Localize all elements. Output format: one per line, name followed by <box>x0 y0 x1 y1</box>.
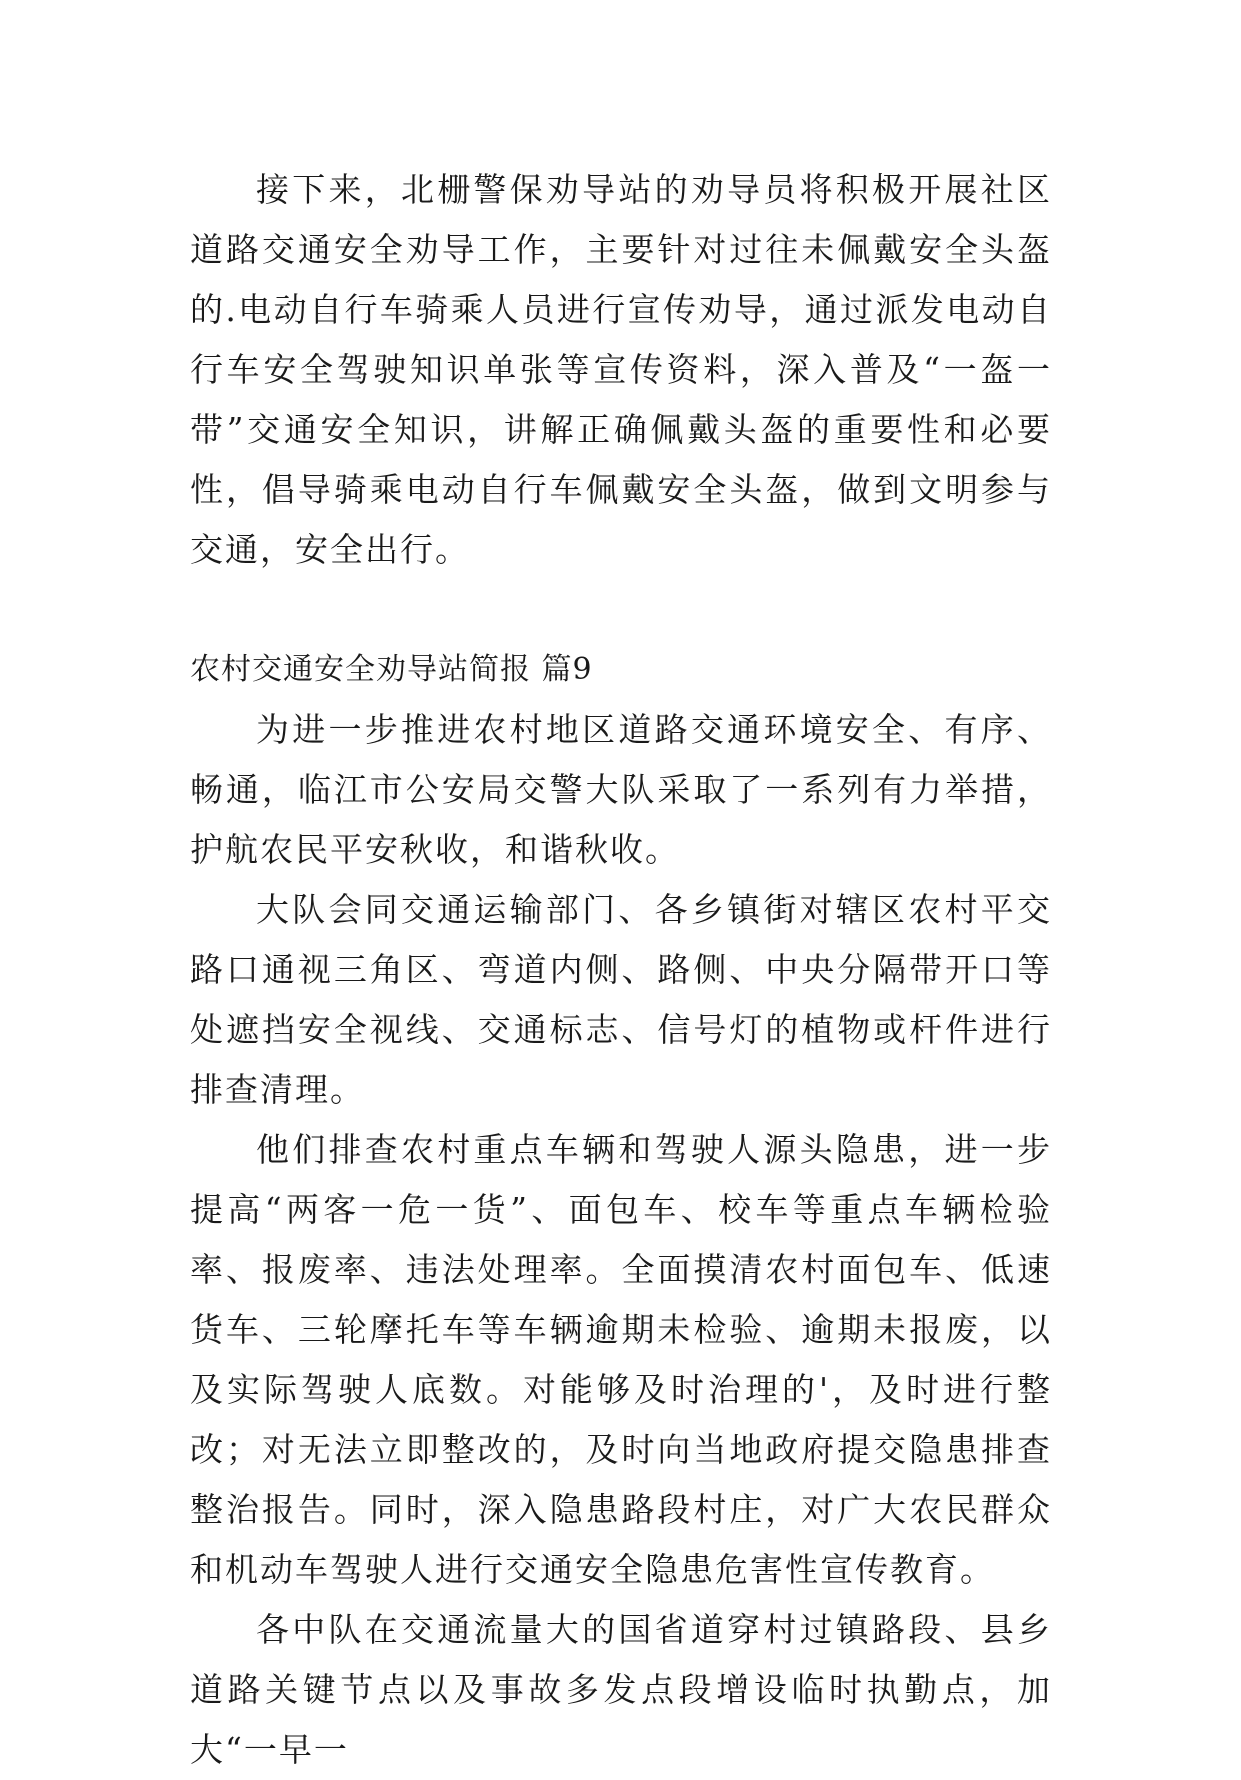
paragraph-2: 大队会同交通运输部门、各乡镇街对辖区农村平交路口通视三角区、弯道内侧、路侧、中央分隔带开口等处遮挡安全视线、交通标志、信号灯的植物或杆件进行排查清理。 <box>190 890 1052 1109</box>
section-heading: 农村交通安全劝导站简报 篇9 <box>190 652 593 687</box>
paragraph-1: 为进一步推进农村地区道路交通环境安全、有序、畅通，临江市公安局交警大队采取了一系列有力举措，护航农民平安秋收，和谐秋收。 <box>190 710 1052 869</box>
paragraph-intro: 接下来，北栅警保劝导站的劝导员将积极开展社区道路交通安全劝导工作，主要针对过往未佩戴安全头盔的.电动自行车骑乘人员进行宣传劝导，通过派发电动自行车安全驾驶知识单张等宣传资料，深入普及“一盔一带”交通安全知识，讲解正确佩戴头盔的重要性和必要性，倡导骑乘电动自行车佩戴安全头盔，做到文明参与交通，安全出行。 <box>190 170 1052 569</box>
paragraph-4: 各中队在交通流量大的国省道穿村过镇路段、县乡道路关键节点以及事故多发点段增设临时执勤点，加大“一早一 <box>190 1610 1052 1769</box>
paragraph-3: 他们排查农村重点车辆和驾驶人源头隐患，进一步提高“两客一危一货”、面包车、校车等重点车辆检验率、报废率、违法处理率。全面摸清农村面包车、低速货车、三轮摩托车等车辆逾期未检验、逾期未报废，以及实际驾驶人底数。对能够及时治理的'，及时进行整改；对无法立即整改的，及时向当地政府提交隐患排查整治报告。同时，深入隐患路段村庄，对广大农民群众和机动车驾驶人进行交通安全隐患危害性宣传教育。 <box>190 1130 1052 1589</box>
document-body <box>190 160 1052 1780</box>
